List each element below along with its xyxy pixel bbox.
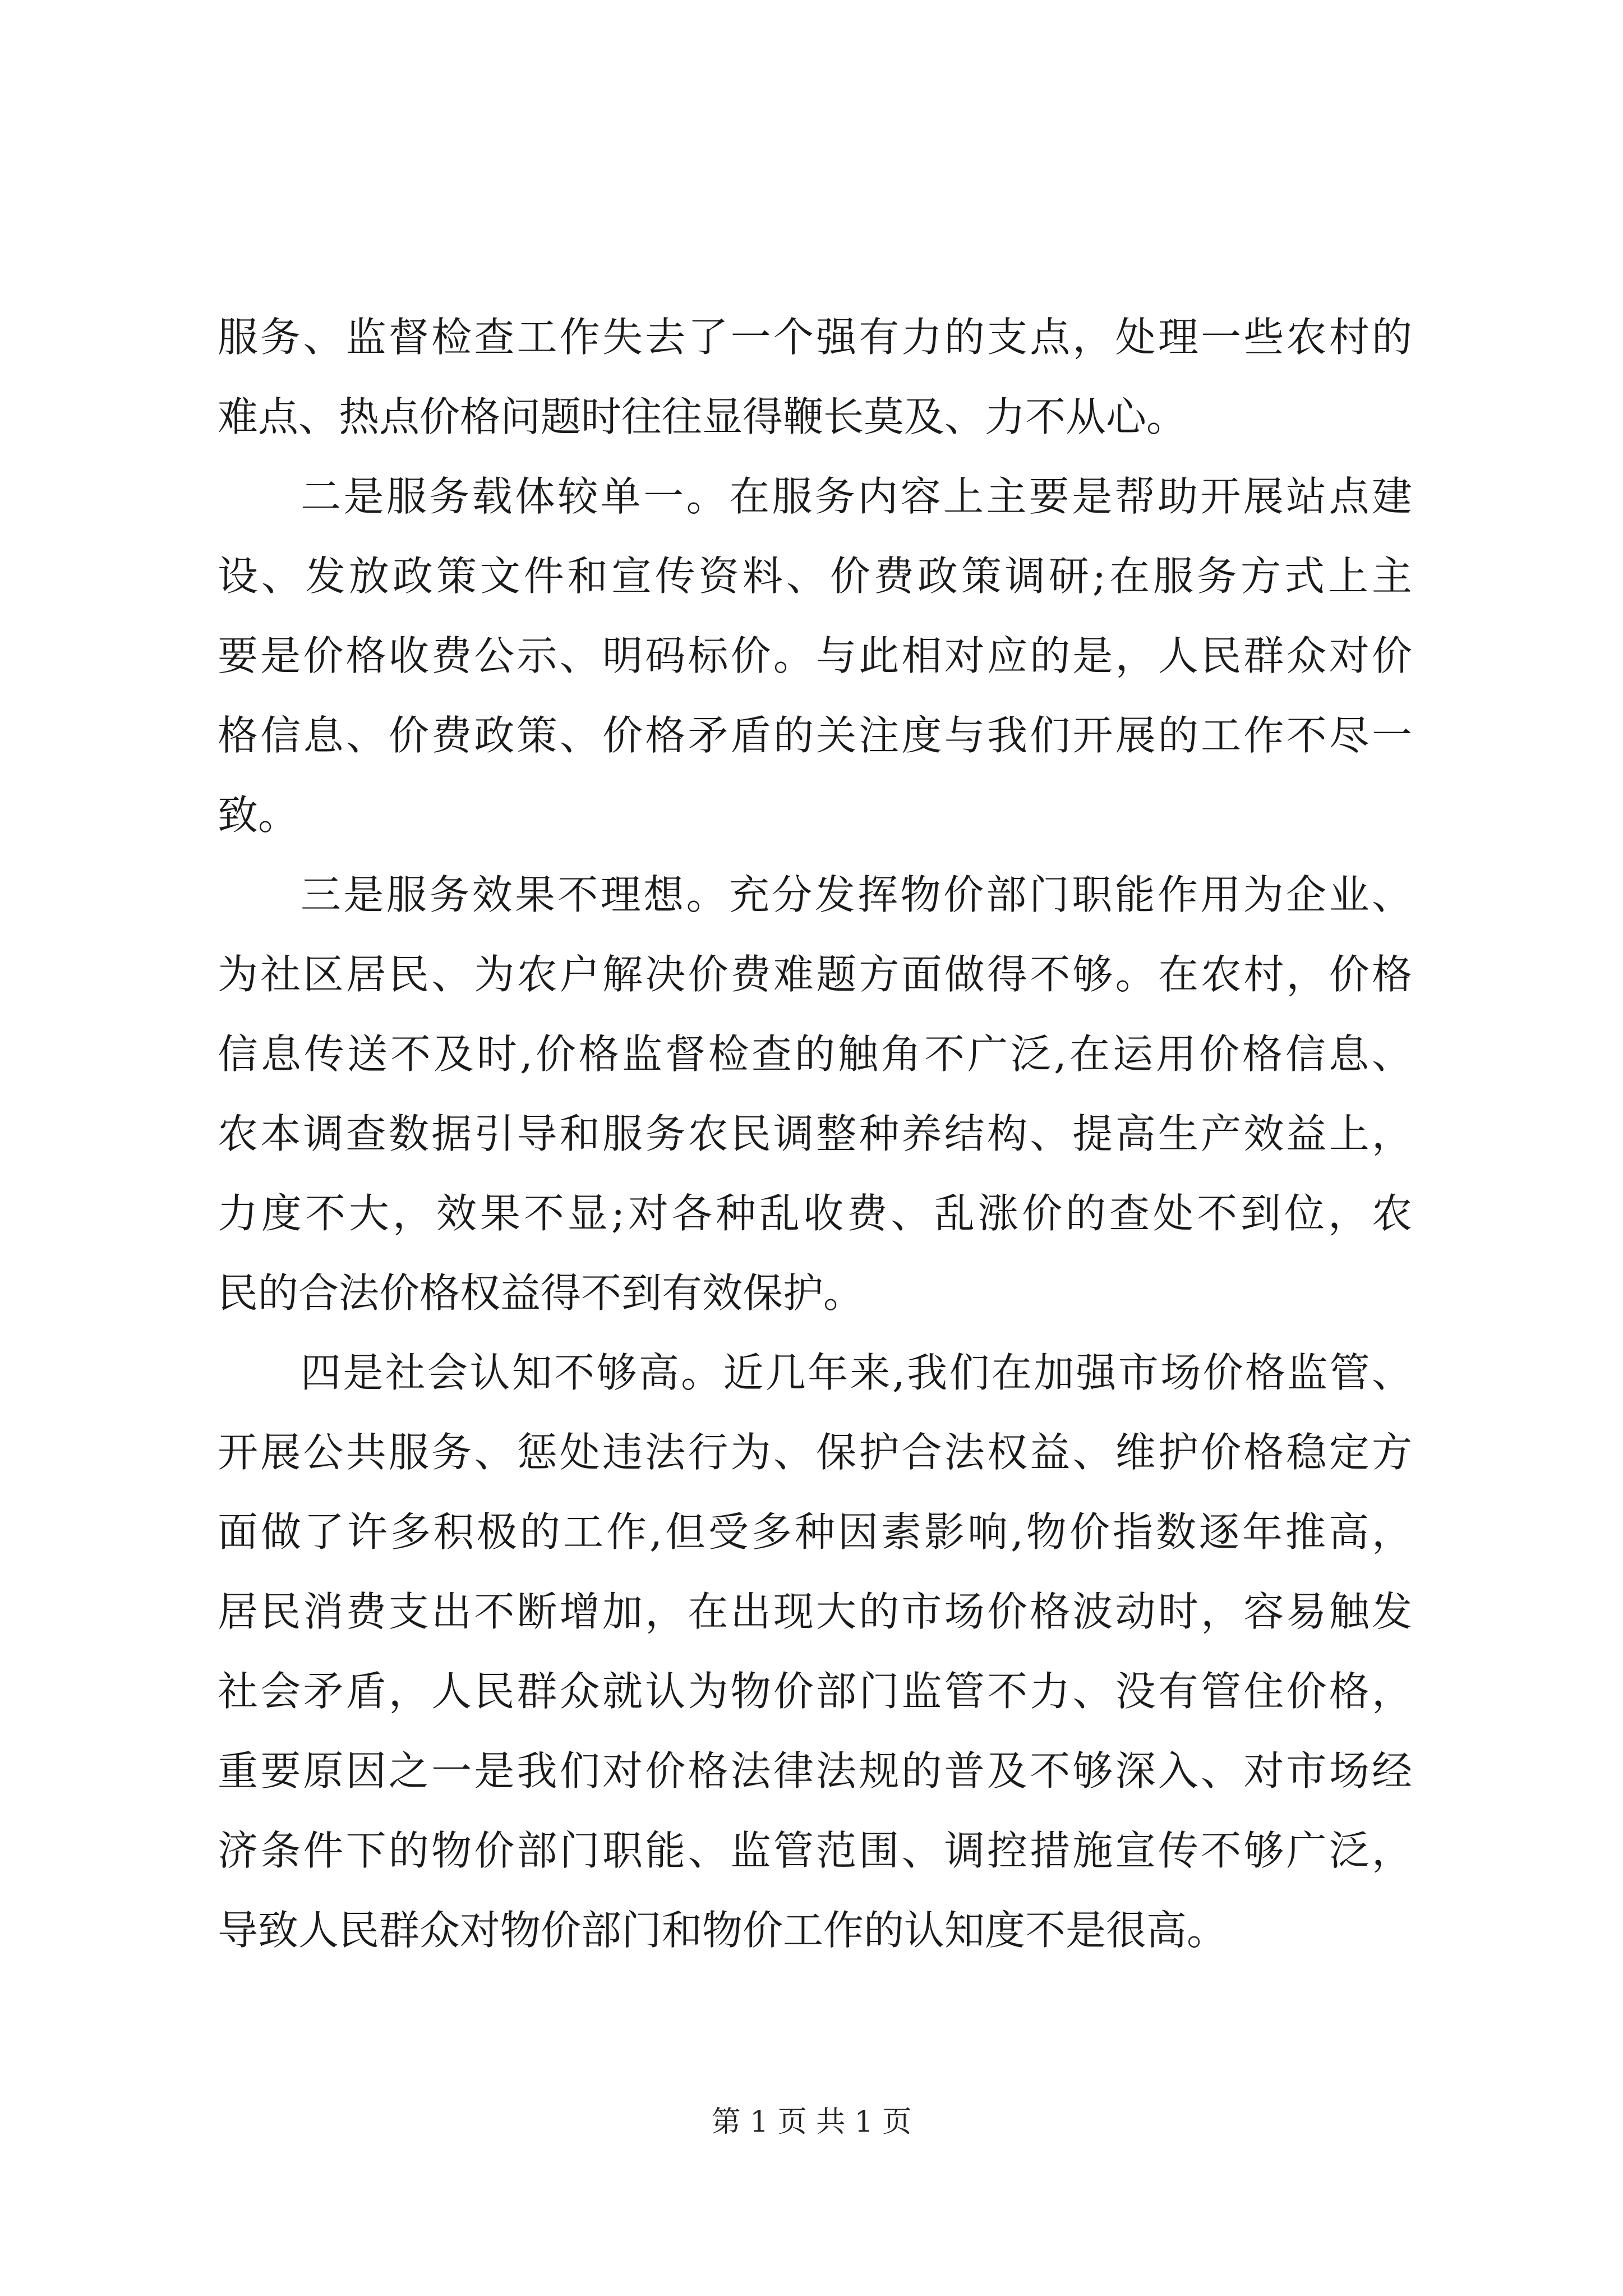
text-line: 服务、监督检查工作失去了一个强有力的支点，处理一些农村的 [218,314,1412,361]
text-line: 信息传送不及时,价格监督检查的触角不广泛,在运用价格信息、 [218,1030,1412,1078]
text-line: 力度不大，效果不显;对各种乱收费、乱涨价的查处不到位，农 [218,1190,1412,1237]
text-line: 民的合法价格权益得不到有效保护。 [218,1269,864,1317]
text-line: 开展公共服务、惩处违法行为、保护合法权益、维护价格稳定方 [218,1429,1412,1476]
text-line: 致。 [218,792,299,839]
text-line: 面做了许多积极的工作,但受多种因素影响,物价指数逐年推高， [218,1508,1412,1556]
text-line: 为社区居民、为农户解决价费难题方面做得不够。在农村，价格 [218,951,1412,998]
document-body [218,297,1412,1970]
text-line: 济条件下的物价部门职能、监管范围、调控措施宣传不够广泛， [218,1827,1412,1874]
text-line: 农本调查数据引导和服务农民调整种养结构、提高生产效益上， [218,1110,1412,1157]
text-line: 二是服务载体较单一。在服务内容上主要是帮助开展站点建 [301,473,1412,520]
text-line: 难点、热点价格问题时往往显得鞭长莫及、力不从心。 [218,393,1187,440]
text-line: 设、发放政策文件和宣传资料、价费政策调研;在服务方式上主 [218,553,1412,600]
text-line: 要是价格收费公示、明码标价。与此相对应的是，人民群众对价 [218,632,1412,679]
text-line: 导致人民群众对物价部门和物价工作的认知度不是很高。 [218,1907,1228,1954]
text-line: 格信息、价费政策、价格矛盾的关注度与我们开展的工作不尽一 [218,712,1412,759]
text-line: 重要原因之一是我们对价格法律法规的普及不够深入、对市场经 [218,1747,1412,1795]
page-footer: 第 1 页 共 1 页 [711,2105,912,2139]
text-line: 社会矛盾，人民群众就认为物价部门监管不力、没有管住价格， [218,1668,1412,1715]
text-line: 四是社会认知不够高。近几年来,我们在加强市场价格监管、 [301,1349,1412,1396]
text-line: 居民消费支出不断增加，在出现大的市场价格波动时，容易触发 [218,1588,1412,1635]
text-line: 三是服务效果不理想。充分发挥物价部门职能作用为企业、 [301,871,1412,918]
